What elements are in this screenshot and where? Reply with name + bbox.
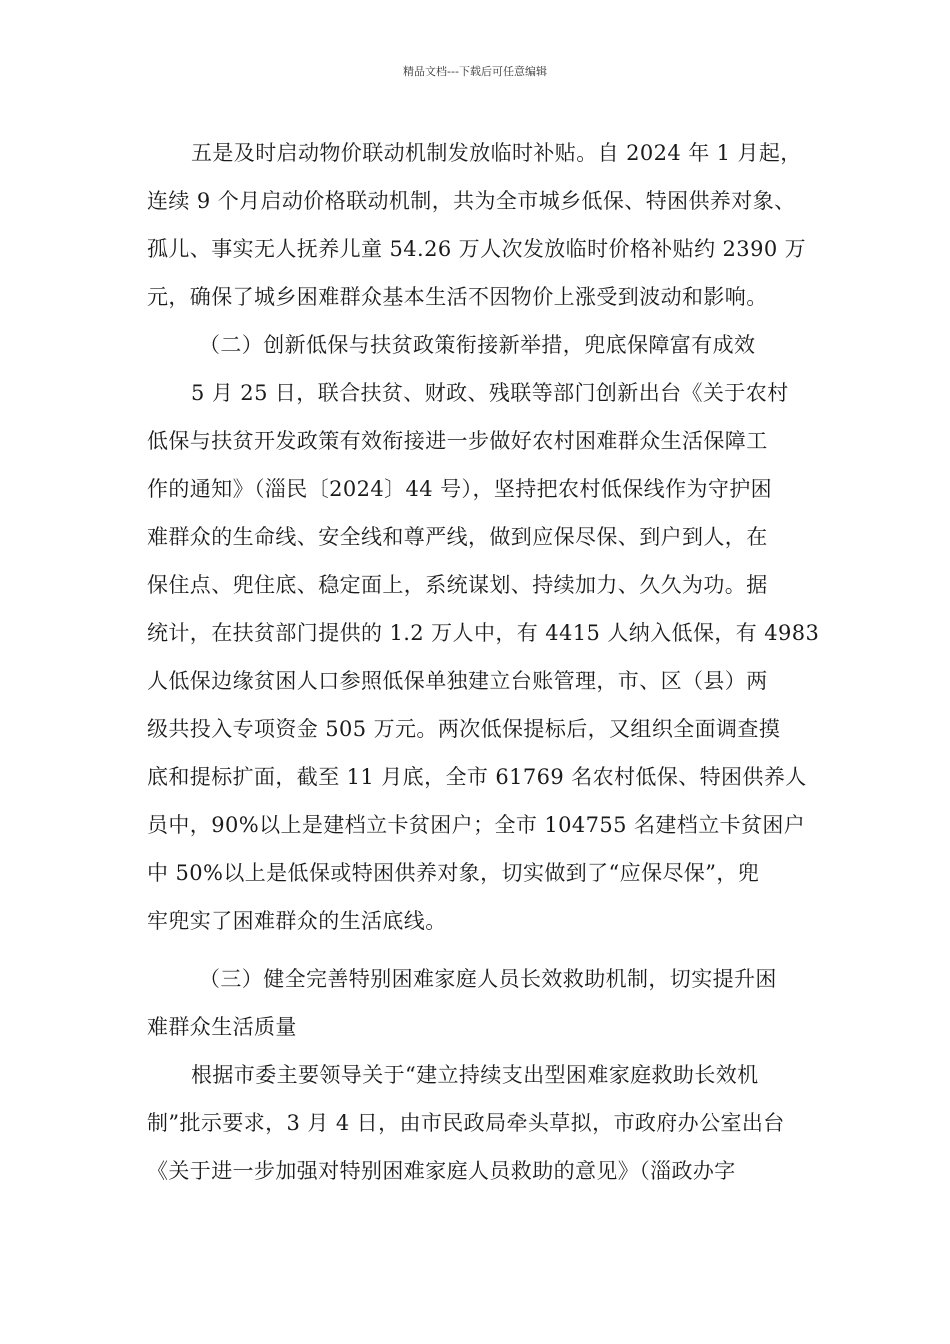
text-line: 5 月 25 日，联合扶贫、财政、残联等部门创新出台《关于农村: [191, 381, 789, 405]
text-line: 中 50%以上是低保或特困供养对象，切实做到了“应保尽保”，兜: [147, 861, 760, 885]
paragraph-poverty-policy: [147, 369, 820, 945]
paragraph-price-subsidy: [147, 129, 807, 321]
text-line: 元，确保了城乡困难群众基本生活不因物价上涨受到波动和影响。: [147, 285, 768, 309]
text-line: 保住点、兜住底、稳定面上，系统谋划、持续加力、久久为功。据: [147, 573, 768, 597]
text-line: 统计，在扶贫部门提供的 1.2 万人中，有 4415 人纳入低保，有 4983: [147, 621, 820, 645]
heading-line: （二）创新低保与扶贫政策衔接新举措，兜底保障富有成效: [199, 333, 756, 357]
text-line: 连续 9 个月启动价格联动机制，共为全市城乡低保、特困供养对象、: [147, 189, 796, 213]
text-line: 孤儿、事实无人抚养儿童 54.26 万人次发放临时价格补贴约 2390 万: [147, 237, 807, 261]
paragraph-special-assistance: [147, 1051, 807, 1195]
heading-line: （三）健全完善特别困难家庭人员长效救助机制，切实提升困: [199, 967, 777, 991]
text-line: 制”批示要求，3 月 4 日，由市民政局牵头草拟，市政府办公室出台: [147, 1111, 785, 1135]
text-line: 五是及时启动物价联动机制发放临时补贴。自 2024 年 1 月起，: [191, 141, 802, 165]
text-line: 《关于进一步加强对特别困难家庭人员救助的意见》（淄政办字: [147, 1159, 736, 1183]
text-line: 级共投入专项资金 505 万元。两次低保提标后，又组织全面调查摸: [147, 717, 781, 741]
text-line: 根据市委主要领导关于“建立持续支出型困难家庭救助长效机: [191, 1063, 759, 1087]
text-line: 员中，90%以上是建档立卡贫困户；全市 104755 名建档立卡贫困户: [147, 813, 806, 837]
text-line: 低保与扶贫开发政策有效衔接进一步做好农村困难群众生活保障工: [147, 429, 768, 453]
text-line: 难群众的生命线、安全线和尊严线，做到应保尽保、到户到人，在: [147, 525, 768, 549]
heading-line: 难群众生活质量: [147, 1015, 297, 1039]
text-line: 作的通知》（淄民〔2024〕44 号），坚持把农村低保线作为守护困: [147, 477, 773, 501]
text-line: 牢兜实了困难群众的生活底线。: [147, 909, 447, 933]
section-heading-2: [147, 321, 807, 369]
section-heading-3: [147, 955, 807, 1051]
text-line: 底和提标扩面，截至 11 月底，全市 61769 名农村低保、特困供养人: [147, 765, 807, 789]
page-header: [0, 64, 950, 80]
page-header-text: 精品文档---下载后可任意编辑: [403, 65, 547, 78]
spacer: [147, 945, 807, 955]
document-body: [147, 129, 820, 1195]
text-line: 人低保边缘贫困人口参照低保单独建立台账管理，市、区（县）两: [147, 669, 768, 693]
